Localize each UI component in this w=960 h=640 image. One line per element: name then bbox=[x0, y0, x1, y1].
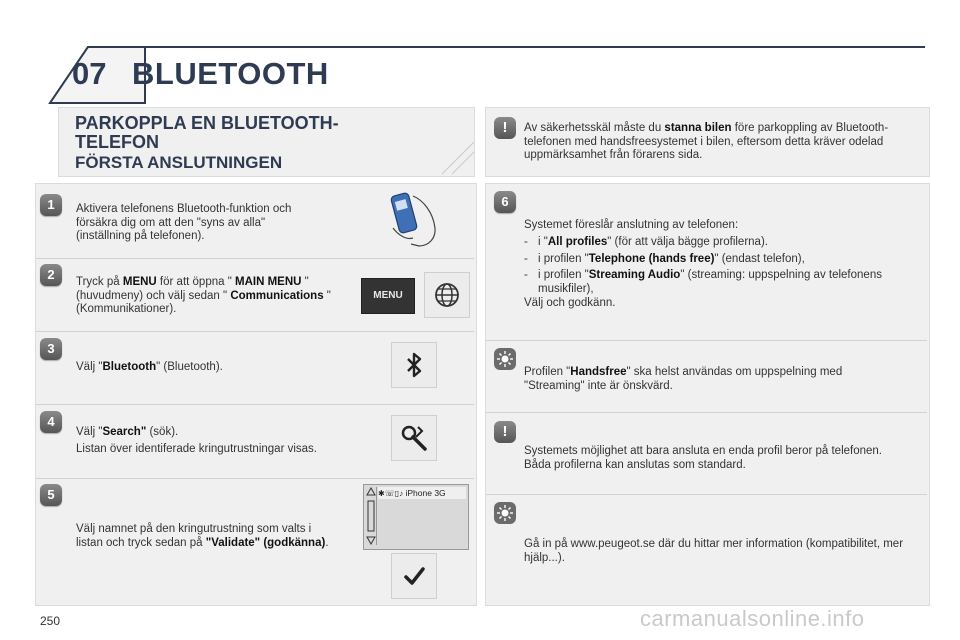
step-badge-3: 3 bbox=[40, 338, 62, 360]
step-badge-4: 4 bbox=[40, 411, 62, 433]
device-name: iPhone 3G bbox=[405, 488, 446, 498]
list-scrollbar[interactable] bbox=[366, 487, 377, 545]
validate-button[interactable] bbox=[391, 553, 437, 599]
tip-sun-icon bbox=[494, 348, 516, 370]
bluetooth-icon bbox=[392, 343, 436, 387]
scroll-arrows-icon bbox=[366, 487, 376, 545]
checkmark-icon bbox=[392, 554, 436, 598]
globe-icon bbox=[425, 273, 469, 317]
step-4-text: Välj "Search" (sök). bbox=[76, 426, 179, 438]
menu-button[interactable]: MENU bbox=[361, 278, 415, 314]
warning-icon: ! bbox=[494, 421, 516, 443]
section-title-line2: TELEFON bbox=[75, 132, 159, 152]
step-badge-5: 5 bbox=[40, 484, 62, 506]
watermark: carmanualsonline.info bbox=[640, 606, 865, 631]
profile-option-streaming: - i profilen "Streaming Audio" (streaming: uppspelning av telefonens musikfiler), bbox=[524, 269, 909, 296]
step-badge-2: 2 bbox=[40, 264, 62, 286]
device-list-screen bbox=[363, 484, 469, 550]
step-badge-1: 1 bbox=[40, 194, 62, 216]
search-button[interactable] bbox=[391, 415, 437, 461]
handsfree-tip-text: Profilen "Handsfree" ska helst användas om uppspelning med "Streaming" inte är önskvärd. bbox=[524, 366, 843, 392]
step-4-subtext: Listan över identiferade kringutrustningar visas. bbox=[76, 443, 317, 455]
step-6-outro: Välj och godkänn. bbox=[524, 297, 616, 309]
safety-note-text: Av säkerhetsskäl måste du stanna bilen före parkoppling av Bluetooth-telefonen med handsfreesystemet i bilen, eftersom detta kräver odelad uppmärksamhet från förarens sida. bbox=[524, 122, 889, 161]
website-tip-text: Gå in på www.peugeot.se där du hittar mer information (kompatibilitet, mer hjälp...). bbox=[524, 538, 904, 564]
profile-option-all: - i "All profiles" (för att välja bägge profilerna). bbox=[524, 236, 909, 250]
device-list-item[interactable] bbox=[378, 487, 466, 499]
step-5-text: Välj namnet på den kringutrustning som valts i listan och tryck sedan på "Validate" (godkänna). bbox=[76, 523, 329, 549]
step-6-intro: Systemet föreslår anslutning av telefonen: bbox=[524, 219, 739, 231]
warning-icon: ! bbox=[494, 117, 516, 139]
step-6-options bbox=[524, 236, 909, 299]
section-subtitle: FÖRSTA ANSLUTNINGEN bbox=[75, 153, 283, 172]
divider bbox=[486, 494, 927, 495]
bluetooth-button[interactable] bbox=[391, 342, 437, 388]
step-1-text: Aktivera telefonens Bluetooth-funktion och försäkra dig om att den "syns av alla" (inställning på telefonen). bbox=[76, 203, 292, 242]
step-badge-6: 6 bbox=[494, 191, 516, 213]
search-wrench-icon bbox=[392, 416, 436, 460]
device-profile-icons: ✱☏▯♪ bbox=[378, 489, 404, 498]
divider bbox=[36, 331, 474, 332]
step-2-text: Tryck på MENU för att öppna " MAIN MENU " (huvudmeny) och välj sedan " Communications " (Kommunikationer). bbox=[76, 276, 331, 315]
divider bbox=[486, 412, 927, 413]
divider bbox=[36, 258, 474, 259]
profile-option-telephone: - i profilen "Telephone (hands free)" (endast telefon), bbox=[524, 253, 909, 267]
divider bbox=[486, 340, 927, 341]
section-title-line1: PARKOPPLA EN BLUETOOTH- bbox=[75, 113, 339, 133]
panel-corner-fold bbox=[440, 140, 476, 176]
page-number: 250 bbox=[40, 614, 61, 628]
chapter-number: 07 bbox=[72, 56, 107, 91]
divider bbox=[36, 478, 474, 479]
step-3-text: Välj "Bluetooth" (Bluetooth). bbox=[76, 361, 223, 373]
communications-button[interactable] bbox=[424, 272, 470, 318]
chapter-title: BLUETOOTH bbox=[132, 56, 329, 91]
divider bbox=[36, 404, 474, 405]
tip-sun-icon bbox=[494, 502, 516, 524]
profile-warning-text: Systemets möjlighet att bara ansluta en enda profil beror på telefonen. Båda profilerna kan anslutas som standard. bbox=[524, 445, 882, 471]
phone-in-hand-icon bbox=[385, 188, 441, 250]
